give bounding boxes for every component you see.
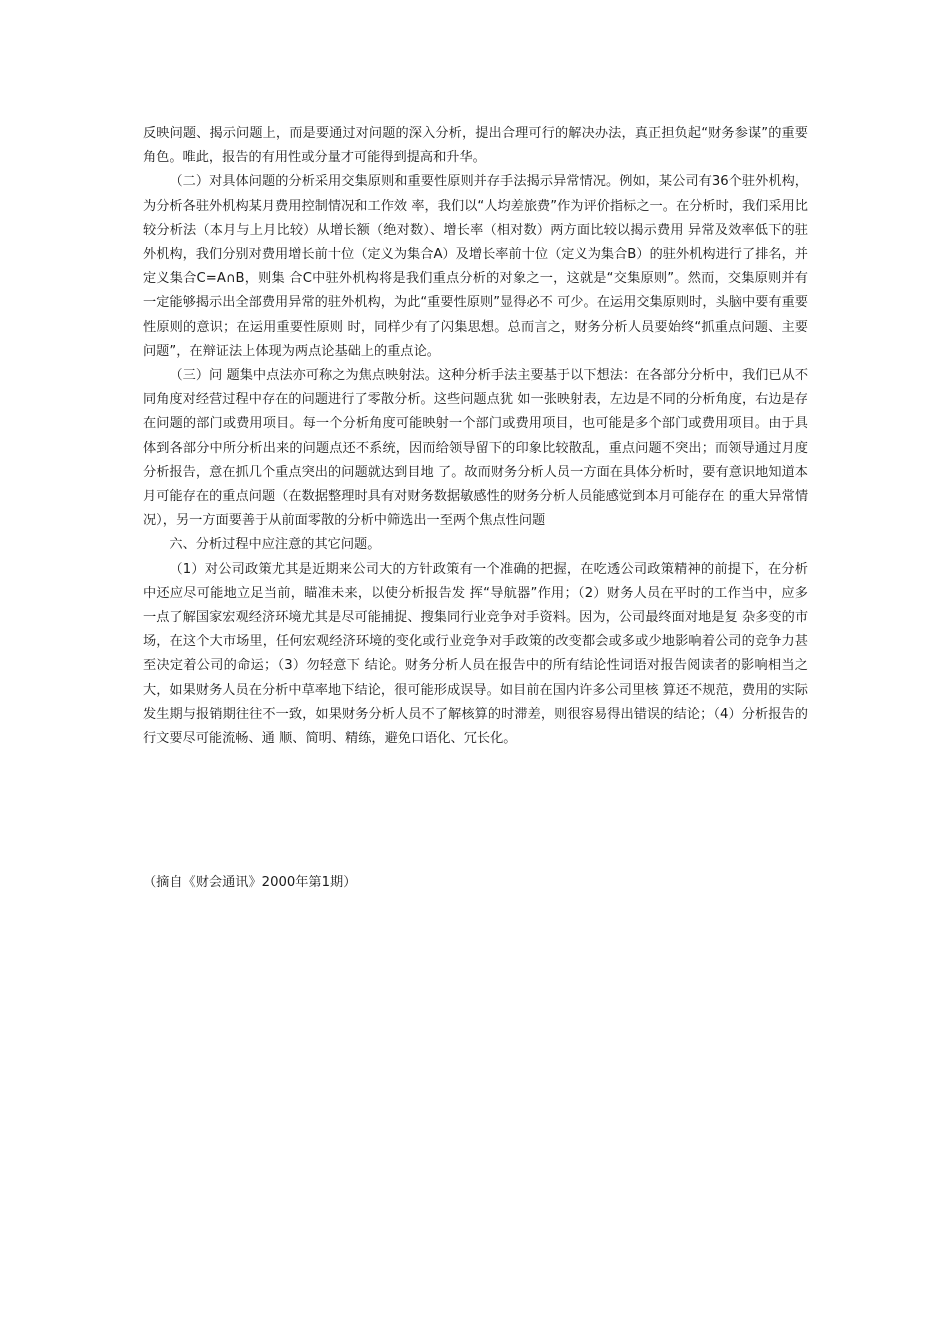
source-citation: （摘自《财会通讯》2000年第1期） <box>143 875 357 890</box>
paragraph-considerations: （1）对公司政策尤其是近期来公司大的方针政策有一个准确的把握，在吃透公司政策精神的前提下，在分析中还应尽可能地立足当前，瞄准未来，以使分析报告发 挥“导航器”作用；（2）财务人员在平时的工作当中，应多一点了解国家宏观经济环境尤其是尽可能捕捉、搜集同行业竞争对手资料。因为，公司最终面对地是复 杂多变的市场，在这个大市场里，任何宏观经济环境的变化或行业竞争对手政策的改变都会或多或少地影响着公司的竞争力甚至决定着公司的命运；（3）勿轻意下 结论。财务分析人员在报告中的所有结论性词语对报告阅读者的影响相当之大，如果财务人员在分析中草率地下结论，很可能形成误导。如目前在国内许多公司里核 算还不规范，费用的实际发生期与报销期往往不一致，如果财务分析人员不了解核算的时滞差，则很容易得出错误的结论；（4）分析报告的行文要尽可能流畅、通 顺、简明、精练，避免口语化、冗长化。 <box>143 561 808 747</box>
paragraph-intersection-principle: （二）对具体问题的分析采用交集原则和重要性原则并存手法揭示异常情况。例如，某公司有36个驻外机构，为分析各驻外机构某月费用控制情况和工作效 率，我们以“人均差旅费”作为评价指标之一。在分析时，我们采用比较分析法（本月与上月比较）从增长额（绝对数）、增长率（相对数）两方面比较以揭示费用 异常及效率低下的驻外机构，我们分别对费用增长前十位（定义为集合A）及增长率前十位（定义为集合B）的驻外机构进行了排名，并定义集合C=A∩B，则集 合C中驻外机构将是我们重点分析的对象之一，这就是“交集原则”。然而，交集原则并有一定能够揭示出全部费用异常的驻外机构，为此“重要性原则”显得必不 可少。在运用交集原则时，头脑中要有重要性原则的意识；在运用重要性原则 时，同样少有了闪集思想。总而言之，财务分析人员要始终“抓重点问题、主要问题”，在辩证法上体现为两点论基础上的重点论。 <box>143 174 808 359</box>
paragraph-focus-mapping: （三）问 题集中点法亦可称之为焦点映射法。这种分析手法主要基于以下想法：在各部分分析中，我们已从不同角度对经营过程中存在的问题进行了零散分析。这些问题点犹 如一张映射表，左边是不同的分析角度，右边是存在问题的部门或费用项目。每一个分析角度可能映射一个部门或费用项目，也可能是多个部门或费用项目。由于具 体到各部分中所分析出来的问题点还不系统，因而给领导留下的印象比较散乱，重点问题不突出；而领导通过月度分析报告，意在抓几个重点突出的问题就达到目地 了。故而财务分析人员一方面在具体分析时，要有意识地知道本月可能存在的重点问题（在数据整理时具有对财务数据敏感性的财务分析人员能感觉到本月可能存在 的重大异常情况），另一方面要善于从前面零散的分析中筛选出一至两个焦点性问题 <box>143 368 809 529</box>
document-body <box>143 122 808 751</box>
paragraph-continuation: 反映问题、揭示问题上，而是要通过对问题的深入分析，提出合理可行的解决办法，真正担负起“财务参谋”的重要角色。唯此，报告的有用性或分量才可能得到提高和升华。 <box>143 126 808 166</box>
section-heading-other-issues: 六、分析过程中应注意的其它问题。 <box>169 537 381 553</box>
